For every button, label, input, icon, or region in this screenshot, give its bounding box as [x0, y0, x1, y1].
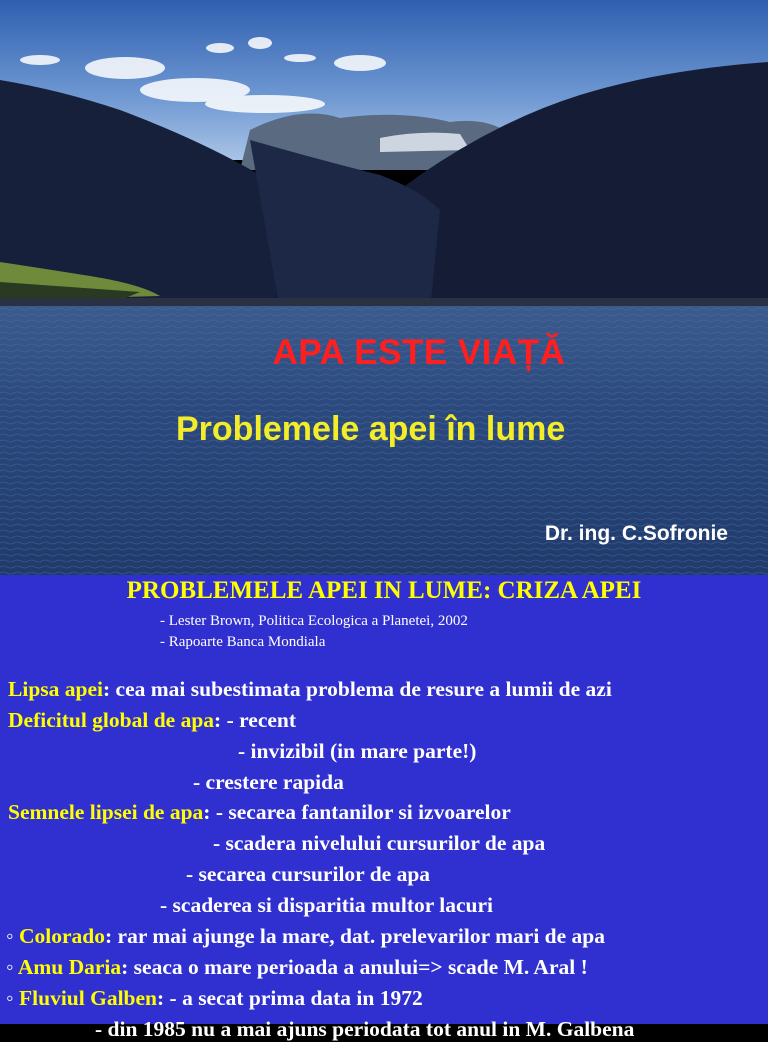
keyword: Lipsa apei [8, 677, 103, 701]
keyword: Semnele lipsei de apa [8, 800, 204, 824]
line-text: : - a secat prima data in 1972 [157, 986, 423, 1010]
source-list [160, 611, 468, 653]
source-item: - Lester Brown, Politica Ecologica a Planetei, 2002 [160, 613, 468, 629]
keyword: Colorado [19, 924, 105, 948]
line-text: - invizibil (in mare parte!) [238, 739, 477, 763]
bullet-icon: ◦ [6, 986, 14, 1010]
line-lipsa-apei [8, 676, 612, 702]
keyword: Deficitul global de apa [8, 708, 215, 732]
author-name: Dr. ing. C.Sofronie [544, 522, 728, 545]
line-text: - crestere rapida [193, 770, 344, 794]
line-amu-daria [6, 954, 588, 980]
line-text: - din 1985 nu a mai ajuns periodata tot anul in M. Galbena [95, 1017, 635, 1041]
line-crestere-rapida [193, 769, 344, 795]
content-slide [0, 575, 768, 1041]
line-secarea-cursurilor [186, 861, 430, 887]
keyword: Fluviul Galben [19, 986, 157, 1010]
slide-title: APA ESTE VIAȚĂ [272, 333, 566, 372]
line-text: - secarea cursurilor de apa [186, 862, 431, 886]
line-colorado [6, 923, 605, 949]
line-text: : - recent [214, 708, 297, 732]
line-din-1985 [95, 1016, 634, 1042]
line-scaderea-lacuri [160, 892, 493, 918]
bullet-icon: ◦ [6, 924, 14, 948]
line-scadera-nivelului [213, 830, 545, 856]
line-text: : - secarea fantanilor si izvoarelor [203, 800, 511, 824]
line-text: - scaderea si disparitia multor lacuri [160, 893, 494, 917]
line-fluviul-galben [6, 985, 423, 1011]
line-invizibil [238, 738, 476, 764]
source-item: - Rapoarte Banca Mondiala [160, 634, 326, 650]
keyword: Amu Daria [17, 955, 122, 979]
line-semnele-lipsei [8, 799, 511, 825]
bullet-icon: ◦ [6, 955, 14, 979]
line-deficitul-global [8, 707, 296, 733]
line-text: : rar mai ajunge la mare, dat. prelevarilor mari de apa [105, 924, 606, 948]
line-text: : seaca o mare perioada a anului=> scade M. Aral ! [121, 955, 588, 979]
slide-heading: PROBLEMELE APEI IN LUME: CRIZA APEI [126, 577, 642, 604]
line-text: : cea mai subestimata problema de resure a lumii de azi [103, 677, 612, 701]
slide-subtitle: Problemele apei în lume [176, 410, 566, 448]
line-text: - scadera nivelului cursurilor de apa [213, 831, 546, 855]
